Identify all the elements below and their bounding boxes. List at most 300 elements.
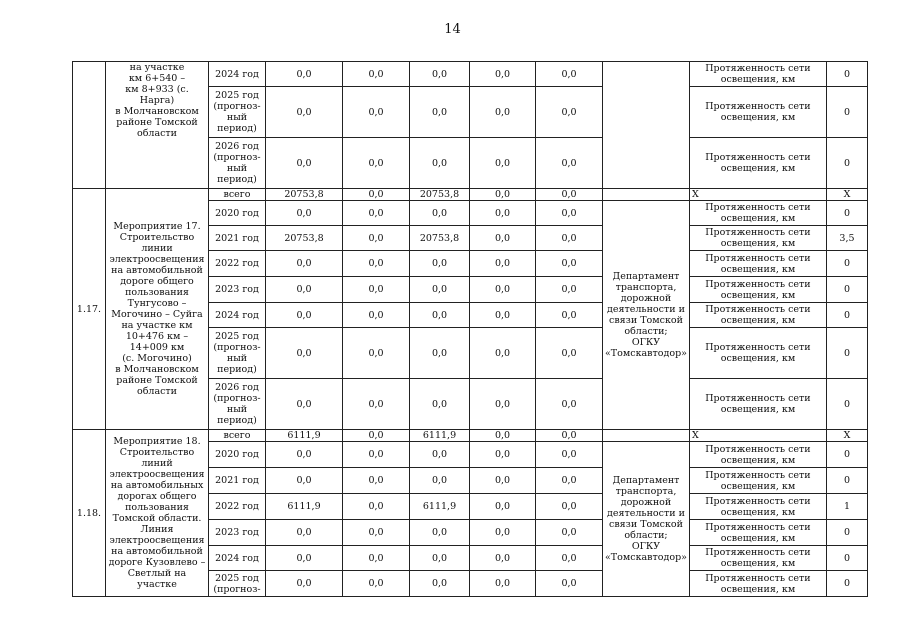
blocks.1.rows.4.indicator-line: освещения, км: [720, 289, 796, 301]
period-cell: [209, 87, 266, 138]
blocks.1.title_lines-line: области: [136, 386, 178, 397]
amount-v2-cell: [343, 328, 410, 379]
blocks.1.title_lines-line: Могочино – Суйга: [111, 309, 203, 320]
item-number-cell: [73, 62, 106, 189]
amount-value: 0,0: [561, 527, 577, 538]
blocks.2.title_lines-line: дорогах общего: [117, 491, 197, 502]
amount-value: 0,0: [431, 284, 448, 295]
blocks.2.rows.4.indicator-line: Протяженность сети: [705, 521, 811, 533]
amount-v2-cell: [343, 520, 410, 546]
indicator-value-cell: [826, 87, 867, 138]
indicator-cell: [689, 87, 826, 138]
indicator-cell: [689, 494, 826, 520]
table-row: [73, 189, 868, 201]
amount-v5-cell: [536, 87, 603, 138]
blocks.2.executor_lines-line: «Томскавтодор»: [605, 552, 687, 563]
period-cell: [209, 546, 266, 571]
indicator-cell: [689, 138, 826, 189]
amount-v1-cell: [266, 379, 343, 430]
blocks.1.rows.2.indicator-line: Протяженность сети: [705, 227, 811, 238]
blocks.0.title_lines-line: на участке: [129, 62, 185, 73]
amount-value: 6111,9: [422, 501, 457, 512]
amount-value: 0,0: [561, 189, 577, 200]
amount-v2-cell: [343, 430, 410, 442]
amount-v3-cell: [410, 226, 470, 251]
amount-value: 0,0: [368, 527, 384, 538]
amount-v5-cell: [536, 277, 603, 303]
amount-value: 0,0: [494, 449, 511, 460]
blocks.1.rows.5.period-line: 2024 год: [215, 309, 259, 321]
amount-value: 0,0: [494, 207, 511, 219]
indicator-cell: [689, 189, 826, 201]
amount-v2-cell: [343, 442, 410, 468]
period-cell: [209, 520, 266, 546]
blocks.1.rows.4.indicator-line: Протяженность сети: [705, 278, 811, 290]
indicator-value-cell: [826, 226, 867, 251]
amount-value: 0,0: [431, 398, 448, 410]
period-cell: [209, 430, 266, 442]
blocks.1.executor_lines-line: ОГКУ: [631, 337, 661, 348]
amount-value: 0,0: [494, 398, 511, 410]
amount-value: 0,0: [561, 578, 577, 589]
indicator-value: 0: [843, 157, 850, 169]
blocks.0.rows.0.indicator-line: Протяженность сети: [705, 63, 811, 74]
blocks.1.executor_lines-line: деятельности и: [607, 304, 685, 315]
amount-v1-cell: [266, 571, 343, 597]
amount-v2-cell: [343, 546, 410, 571]
blocks.0.rows.0.period-line: 2024 год: [215, 68, 259, 80]
amount-value: 0,0: [368, 284, 384, 295]
blocks.1.rows.4.period-line: 2023 год: [215, 284, 259, 295]
amount-value: 0,0: [296, 552, 312, 564]
blocks.1.title_lines-line: на участке км: [121, 320, 193, 331]
amount-v2-cell: [343, 251, 410, 277]
amount-v2-cell: [343, 303, 410, 328]
amount-value: 0,0: [431, 309, 448, 321]
blocks.1.rows.6.indicator-line: освещения, км: [720, 353, 796, 364]
blocks.0.rows.1.period-line: (прогноз-: [213, 101, 261, 112]
amount-value: 0,0: [368, 157, 384, 169]
amount-value: 0,0: [368, 189, 384, 200]
amount-value: 0,0: [561, 475, 577, 486]
indicator-cell: [689, 520, 826, 546]
amount-v4-cell: [470, 571, 536, 597]
indicator-value: 0: [843, 449, 850, 460]
amount-v2-cell: [343, 494, 410, 520]
amount-value: 0,0: [494, 258, 511, 269]
blocks.2.title_lines-line: пользования: [125, 502, 189, 513]
blocks.1.title_lines-line: электроосвещения: [109, 254, 205, 265]
blocks.2.title_lines-line: Линия: [140, 524, 174, 535]
amount-value: 0,0: [368, 475, 384, 486]
blocks.0.title_lines-line: районе Томской: [116, 117, 198, 128]
amount-v4-cell: [470, 494, 536, 520]
period-cell: [209, 571, 266, 597]
blocks.1.title_lines-line: на автомобильной: [111, 265, 203, 276]
executor-cell: [603, 430, 690, 442]
amount-v5-cell: [536, 546, 603, 571]
item-number: 1.18.: [76, 507, 102, 519]
amount-value: 0,0: [494, 106, 511, 118]
indicator-value-cell: [826, 62, 867, 87]
amount-v4-cell: [470, 226, 536, 251]
blocks.2.rows.0.indicator-line: Х: [691, 430, 699, 441]
indicator-value: 0: [843, 552, 850, 564]
period-cell: [209, 62, 266, 87]
amount-value: 0,0: [296, 398, 312, 410]
amount-value: 0,0: [296, 347, 312, 359]
blocks.0.rows.2.period-line: период): [217, 174, 257, 185]
indicator-value: 0: [843, 398, 850, 410]
amount-value: 0,0: [561, 449, 577, 460]
period-cell: [209, 442, 266, 468]
amount-v3-cell: [410, 546, 470, 571]
period-cell: [209, 468, 266, 494]
amount-value: 0,0: [431, 527, 448, 538]
blocks.2.rows.5.indicator-line: Протяженность сети: [705, 547, 811, 558]
amount-v4-cell: [470, 430, 536, 442]
amount-value: 0,0: [561, 207, 577, 219]
amount-value: 0,0: [561, 284, 577, 295]
item-number: 1.17.: [76, 303, 102, 315]
blocks.2.rows.1.indicator-line: освещения, км: [720, 454, 796, 466]
indicator-value: 0: [843, 578, 850, 589]
amount-v1-cell: [266, 277, 343, 303]
period-cell: [209, 277, 266, 303]
amount-v1-cell: [266, 494, 343, 520]
amount-v4-cell: [470, 546, 536, 571]
blocks.0.rows.0.indicator-line: освещения, км: [720, 74, 796, 85]
blocks.2.executor_lines-line: Департамент: [612, 475, 680, 486]
amount-v3-cell: [410, 189, 470, 201]
blocks.2.rows.3.period-line: 2022 год: [215, 501, 259, 512]
amount-v5-cell: [536, 138, 603, 189]
indicator-value-cell: [826, 201, 867, 226]
amount-value: 0,0: [296, 157, 312, 169]
executor-cell: [603, 189, 690, 201]
indicator-value: 3,5: [839, 232, 855, 244]
amount-v1-cell: [266, 468, 343, 494]
amount-v2-cell: [343, 201, 410, 226]
amount-value: 0,0: [561, 157, 577, 169]
blocks.1.title_lines-line: дороге общего: [120, 276, 194, 287]
indicator-value: Х: [843, 189, 851, 200]
amount-value: 0,0: [494, 501, 511, 512]
blocks.1.title_lines-line: 10+476 км –: [125, 331, 189, 342]
amount-value: 0,0: [296, 527, 312, 538]
period-cell: [209, 138, 266, 189]
blocks.1.rows.3.indicator-line: освещения, км: [720, 263, 796, 275]
amount-v3-cell: [410, 494, 470, 520]
indicator-cell: [689, 303, 826, 328]
blocks.2.rows.4.period-line: 2023 год: [215, 527, 259, 538]
amount-v4-cell: [470, 62, 536, 87]
amount-v4-cell: [470, 87, 536, 138]
amount-value: 0,0: [561, 232, 577, 244]
blocks.2.rows.5.period-line: 2024 год: [215, 552, 259, 564]
amount-value: 6111,9: [287, 501, 321, 512]
blocks.1.executor_lines-line: области;: [624, 326, 668, 337]
amount-v3-cell: [410, 379, 470, 430]
amount-v5-cell: [536, 226, 603, 251]
indicator-value-cell: [826, 468, 867, 494]
blocks.1.rows.0.indicator-line: Х: [691, 189, 699, 200]
amount-v4-cell: [470, 189, 536, 201]
amount-value: 0,0: [561, 347, 577, 359]
amount-v1-cell: [266, 520, 343, 546]
amount-value: 0,0: [368, 347, 384, 359]
blocks.1.rows.5.indicator-line: освещения, км: [720, 315, 796, 326]
blocks.1.rows.6.indicator-line: Протяженность сети: [705, 342, 811, 353]
blocks.2.rows.3.indicator-line: Протяженность сети: [705, 495, 811, 507]
blocks.2.title_lines-line: электроосвещения: [109, 535, 205, 546]
amount-v5-cell: [536, 62, 603, 87]
amount-v3-cell: [410, 87, 470, 138]
amount-value: 0,0: [296, 309, 312, 321]
amount-v5-cell: [536, 379, 603, 430]
amount-v3-cell: [410, 62, 470, 87]
blocks.2.executor_lines-line: области;: [624, 530, 668, 541]
amount-value: 6111,9: [287, 430, 321, 441]
period-cell: [209, 494, 266, 520]
indicator-cell: [689, 277, 826, 303]
amount-v2-cell: [343, 138, 410, 189]
amount-value: 0,0: [431, 449, 448, 460]
blocks.0.title_lines-line: в Молчановском: [115, 106, 199, 117]
blocks.0.rows.1.period-line: 2025 год: [215, 90, 259, 101]
amount-v5-cell: [536, 520, 603, 546]
indicator-value: 0: [843, 527, 850, 538]
amount-value: 0,0: [561, 430, 577, 441]
amount-v1-cell: [266, 442, 343, 468]
blocks.1.title_lines-line: Строительство: [119, 232, 195, 243]
blocks.0.rows.1.indicator-line: Протяженность сети: [705, 101, 811, 112]
period-cell: [209, 251, 266, 277]
indicator-cell: [689, 442, 826, 468]
blocks.1.rows.7.period-line: (прогноз-: [213, 393, 261, 404]
blocks.1.title_lines-line: районе Томской: [116, 375, 198, 386]
indicator-cell: [689, 379, 826, 430]
amount-v2-cell: [343, 277, 410, 303]
amount-value: 0,0: [368, 207, 384, 219]
amount-v2-cell: [343, 226, 410, 251]
blocks.2.title_lines-line: Мероприятие 18.: [113, 436, 201, 447]
amount-value: 0,0: [431, 578, 448, 589]
blocks.2.rows.2.period-line: 2021 год: [215, 475, 259, 486]
indicator-cell: [689, 430, 826, 442]
amount-value: 0,0: [494, 232, 511, 244]
amount-v2-cell: [343, 189, 410, 201]
amount-v3-cell: [410, 468, 470, 494]
amount-v3-cell: [410, 277, 470, 303]
amount-value: 0,0: [494, 527, 511, 538]
indicator-value: 0: [843, 106, 850, 118]
blocks.2.rows.0.period-line: всего: [223, 430, 251, 441]
blocks.2.rows.2.indicator-line: освещения, км: [720, 480, 796, 492]
blocks.1.title_lines-line: Мероприятие 17.: [113, 221, 201, 232]
indicator-value-cell: [826, 138, 867, 189]
blocks.1.executor_lines-line: транспорта,: [615, 282, 677, 293]
amount-v2-cell: [343, 468, 410, 494]
indicator-value: 0: [843, 475, 850, 486]
period-cell: [209, 303, 266, 328]
executor-cell: [603, 62, 690, 189]
indicator-value: 1: [843, 501, 850, 512]
amount-value: 20753,8: [284, 189, 324, 200]
blocks.2.title_lines-line: дороге Кузовлево –: [108, 557, 206, 568]
indicator-value-cell: [826, 277, 867, 303]
amount-v5-cell: [536, 251, 603, 277]
amount-v3-cell: [410, 138, 470, 189]
amount-v3-cell: [410, 251, 470, 277]
amount-value: 0,0: [431, 106, 448, 118]
amount-v4-cell: [470, 251, 536, 277]
amount-value: 0,0: [494, 475, 511, 486]
amount-v3-cell: [410, 520, 470, 546]
indicator-cell: [689, 546, 826, 571]
blocks.1.title_lines-line: линии: [141, 243, 173, 254]
indicator-value-cell: [826, 251, 867, 277]
amount-v3-cell: [410, 430, 470, 442]
blocks.0.rows.2.indicator-line: Протяженность сети: [705, 152, 811, 163]
item-number-cell: [73, 189, 106, 430]
amount-v1-cell: [266, 546, 343, 571]
indicator-cell: [689, 468, 826, 494]
blocks.1.executor_lines-line: связи Томской: [609, 315, 683, 326]
amount-value: 0,0: [296, 68, 312, 80]
blocks.1.rows.7.indicator-line: Протяженность сети: [705, 393, 811, 404]
amount-value: 0,0: [296, 258, 312, 269]
indicator-value-cell: [826, 442, 867, 468]
amount-v4-cell: [470, 201, 536, 226]
amount-v4-cell: [470, 520, 536, 546]
amount-v1-cell: [266, 430, 343, 442]
amount-value: 0,0: [296, 106, 312, 118]
amount-v1-cell: [266, 303, 343, 328]
blocks.2.title_lines-line: на автомобильных: [110, 480, 204, 491]
blocks.2.rows.6.indicator-line: освещения, км: [720, 583, 796, 595]
blocks.2.executor_lines-line: дорожной: [620, 497, 672, 508]
blocks.1.rows.6.period-line: период): [217, 364, 257, 375]
blocks.0.rows.1.period-line: период): [217, 123, 257, 134]
amount-v4-cell: [470, 468, 536, 494]
amount-value: 0,0: [368, 449, 384, 460]
amount-value: 6111,9: [422, 430, 457, 441]
blocks.2.executor_lines-line: деятельности и: [607, 508, 685, 519]
amount-value: 0,0: [494, 189, 511, 200]
measure-title-cell: [106, 430, 209, 597]
amount-v4-cell: [470, 328, 536, 379]
blocks.2.title_lines-line: электроосвещения: [109, 469, 205, 480]
blocks.1.title_lines-line: в Молчановском: [115, 364, 199, 375]
blocks.1.rows.1.indicator-line: Протяженность сети: [705, 202, 811, 213]
amount-v5-cell: [536, 494, 603, 520]
blocks.1.rows.6.period-line: 2025 год: [215, 331, 259, 342]
measure-title-cell: [106, 189, 209, 430]
blocks.0.title_lines-line: км 8+933 (с. Нарга): [125, 84, 189, 106]
blocks.1.rows.3.indicator-line: Протяженность сети: [705, 252, 811, 264]
amount-value: 0,0: [561, 309, 577, 321]
amount-value: 0,0: [561, 501, 577, 512]
amount-value: 0,0: [494, 309, 511, 321]
indicator-cell: [689, 226, 826, 251]
amount-value: 0,0: [431, 258, 448, 269]
amount-value: 0,0: [296, 284, 312, 295]
indicator-value: 0: [843, 309, 850, 321]
blocks.0.title_lines-line: км 6+540 –: [128, 73, 186, 84]
amount-v1-cell: [266, 251, 343, 277]
indicator-value-cell: [826, 379, 867, 430]
indicator-value: 0: [843, 68, 850, 80]
amount-value: 20753,8: [284, 232, 324, 244]
indicator-cell: [689, 251, 826, 277]
blocks.2.executor_lines-line: ОГКУ: [631, 541, 661, 552]
blocks.1.rows.5.indicator-line: Протяженность сети: [705, 304, 811, 315]
amount-value: 0,0: [494, 157, 511, 169]
indicator-value: 0: [843, 347, 850, 359]
blocks.1.rows.0.period-line: всего: [223, 189, 251, 200]
amount-value: 0,0: [561, 398, 577, 410]
amount-v2-cell: [343, 87, 410, 138]
amount-value: 0,0: [431, 347, 448, 359]
amount-v5-cell: [536, 468, 603, 494]
indicator-value-cell: [826, 571, 867, 597]
blocks.0.rows.2.period-line: ный: [226, 163, 248, 174]
amount-value: 0,0: [368, 106, 384, 118]
amount-value: 0,0: [368, 398, 384, 410]
amount-v5-cell: [536, 442, 603, 468]
indicator-value: 0: [843, 258, 850, 269]
blocks.0.rows.1.period-line: ный: [226, 112, 248, 123]
amount-value: 0,0: [494, 578, 511, 589]
amount-v5-cell: [536, 571, 603, 597]
amount-value: 0,0: [561, 68, 577, 80]
blocks.1.rows.6.period-line: ный: [226, 353, 248, 364]
blocks.1.rows.6.period-line: (прогноз-: [213, 342, 261, 353]
amount-value: 0,0: [368, 309, 384, 321]
blocks.0.title_lines-line: области: [136, 128, 178, 139]
amount-value: 0,0: [368, 578, 384, 589]
period-cell: [209, 379, 266, 430]
amount-v3-cell: [410, 571, 470, 597]
amount-v2-cell: [343, 62, 410, 87]
amount-value: 0,0: [561, 106, 577, 118]
indicator-cell: [689, 571, 826, 597]
amount-value: 0,0: [296, 578, 312, 589]
blocks.1.executor_lines-line: Департамент: [612, 271, 680, 282]
amount-v4-cell: [470, 277, 536, 303]
amount-value: 0,0: [368, 552, 384, 564]
blocks.2.rows.1.indicator-line: Протяженность сети: [705, 443, 811, 455]
amount-v5-cell: [536, 201, 603, 226]
blocks.1.rows.2.period-line: 2021 год: [215, 232, 259, 244]
amount-v1-cell: [266, 201, 343, 226]
amount-v1-cell: [266, 328, 343, 379]
blocks.2.executor_lines-line: связи Томской: [609, 519, 683, 530]
blocks.2.rows.4.indicator-line: освещения, км: [720, 532, 796, 544]
indicator-value-cell: [826, 328, 867, 379]
amount-value: 0,0: [431, 552, 448, 564]
blocks.2.rows.2.indicator-line: Протяженность сети: [705, 469, 811, 481]
blocks.1.title_lines-line: 14+009 км: [129, 342, 185, 353]
blocks.2.rows.6.indicator-line: Протяженность сети: [705, 572, 811, 584]
amount-v2-cell: [343, 571, 410, 597]
blocks.2.executor_lines-line: транспорта,: [615, 486, 677, 497]
amount-value: 0,0: [561, 552, 577, 564]
period-cell: [209, 328, 266, 379]
amount-value: 0,0: [431, 475, 448, 486]
blocks.0.rows.2.period-line: (прогноз-: [213, 152, 261, 163]
